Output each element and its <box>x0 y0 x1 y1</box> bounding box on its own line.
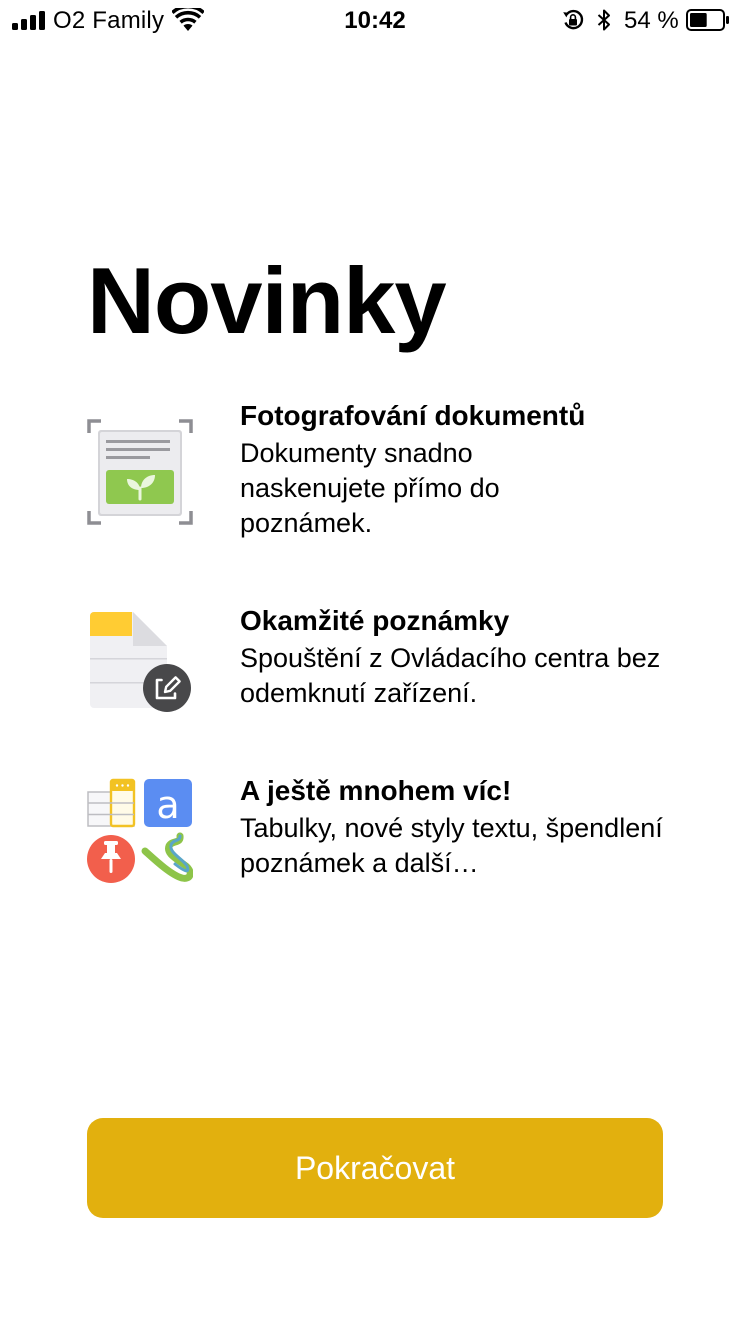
feature-description: Tabulky, nové styly textu, špendlení poznámek a další… <box>240 813 663 878</box>
page-title: Novinky <box>87 248 446 353</box>
feature-description: Spouštění z Ovládacího centra bez odemknutí zařízení. <box>240 643 661 708</box>
feature-description: Dokumenty snadno naskenujete přímo do poznámek. <box>240 438 500 538</box>
battery-percentage: 54 % <box>624 7 679 34</box>
carrier-name: O2 Family <box>53 7 165 34</box>
status-bar <box>0 0 750 40</box>
orientation-lock-icon <box>561 8 585 32</box>
svg-text:a: a <box>156 783 180 827</box>
battery-icon <box>686 9 730 31</box>
document-scan-icon <box>87 419 193 525</box>
feature-title: A ještě mnohem víc! <box>240 775 512 806</box>
feature-title: Okamžité poznámky <box>240 605 510 636</box>
status-time: 10:42 <box>344 7 406 34</box>
more-features-icon <box>87 778 193 884</box>
instant-note-icon <box>87 608 193 714</box>
continue-button[interactable]: Pokračovat <box>87 1118 663 1218</box>
feature-title: Fotografování dokumentů <box>240 400 586 431</box>
bluetooth-icon <box>596 8 612 32</box>
